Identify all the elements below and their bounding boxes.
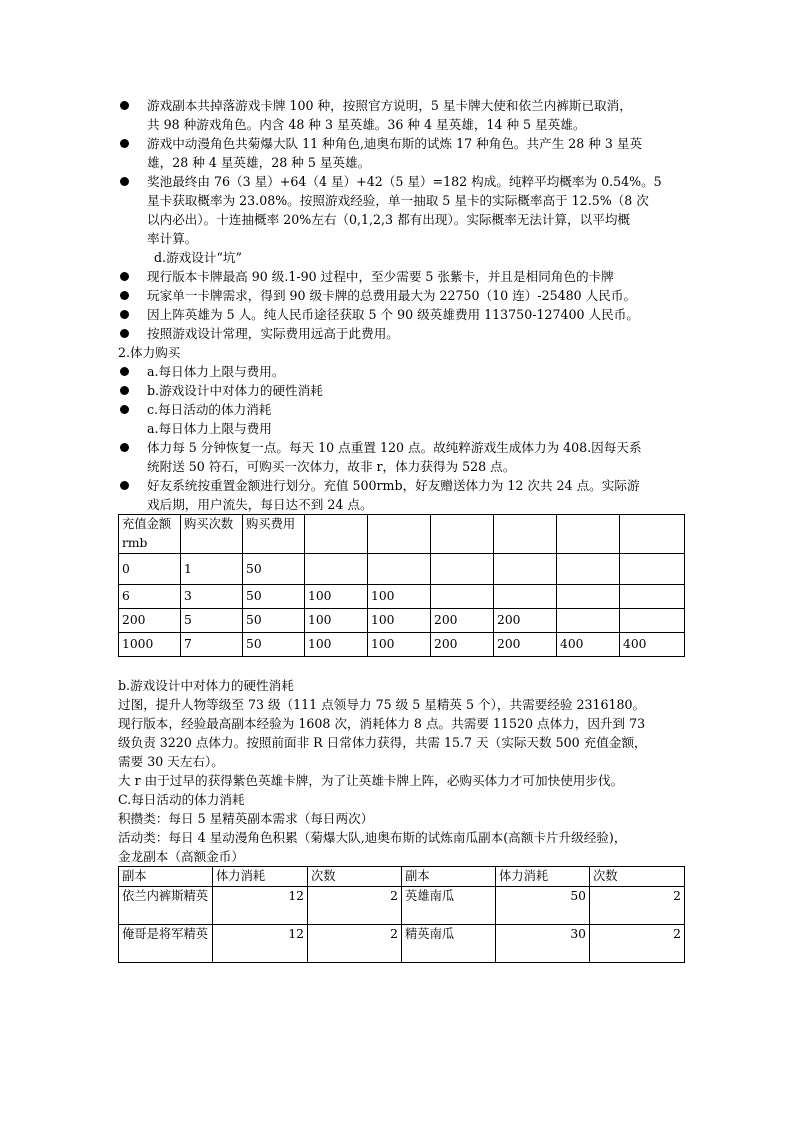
table-cell	[431, 585, 494, 609]
table-cell: 英雄南瓜	[402, 887, 496, 925]
para-c-line: 活动类：每日 4 星动漫角色积累（菊爆大队,迪奥布斯的试炼南瓜副本(高额卡片升级经验)，	[118, 830, 627, 845]
table-cell: 100	[305, 585, 368, 609]
table-cell: 100	[368, 633, 431, 657]
table-cell: 200	[494, 609, 557, 633]
table-cell	[494, 515, 557, 554]
bullet-icon	[120, 291, 129, 300]
table-row	[119, 609, 685, 633]
bullet-icon	[120, 386, 129, 395]
table-cell: 1	[181, 554, 243, 585]
bullet-a-recovery: 体力每 5 分钟恢复一点。每天 10 点重置 120 点。故纯粹游戏生成体力为 408.因每天系 统附送 50 符石，可购买一次体力，故非 r，体力获得为 528 点。	[118, 438, 684, 476]
bullet-2a: a.每日体力上限与费用。	[118, 362, 684, 381]
table-cell: 50	[243, 633, 305, 657]
heading-hard-consumption: b.游戏设计中对体力的硬性消耗	[118, 678, 294, 693]
table-cell: 体力消耗	[213, 867, 308, 887]
subheading-d: d.游戏设计“坑”	[154, 250, 242, 265]
bullet-icon	[120, 329, 129, 338]
table-cell: 体力消耗	[496, 867, 590, 887]
table-cell	[557, 609, 620, 633]
table-row	[119, 554, 685, 585]
bullet-2c: c.每日活动的体力消耗	[118, 400, 684, 419]
bullet-icon	[120, 139, 129, 148]
table-cell: 精英南瓜	[402, 925, 496, 963]
bullet-icon	[120, 405, 129, 414]
table-row	[119, 585, 685, 609]
table-cell: 200	[431, 633, 494, 657]
bullet-icon	[120, 177, 129, 186]
bullet-d-4: 按照游戏设计常理，实际费用远高于此费用。	[118, 324, 684, 343]
bullet-icon	[120, 443, 129, 452]
table-cell: 0	[119, 554, 181, 585]
table-cell: 100	[368, 585, 431, 609]
table-cell	[431, 515, 494, 554]
table-cell	[305, 554, 368, 585]
table-cell: 100	[368, 609, 431, 633]
table-cell	[620, 609, 685, 633]
table-cell: 次数	[308, 867, 402, 887]
heading-stamina-purchase: 2.体力购买	[118, 345, 181, 360]
bullet-anime-roles: 游戏中动漫角色共菊爆大队 11 种角色,迪奥布斯的试炼 17 种角色。共产生 28 种 3 星英 雄，28 种 4 星英雄，28 种 5 星英雄。	[118, 134, 684, 172]
table-cell: 100	[305, 633, 368, 657]
table-row	[119, 925, 685, 963]
table-cell	[368, 554, 431, 585]
table-cell: 12	[213, 925, 308, 963]
bullet-prize-pool: 奖池最终由 76（3 星）+64（4 星）+42（5 星）=182 构成。纯粹平均概率为 0.54%。5 星卡获取概率为 23.08%。按照游戏经验，单一抽取 5 星卡的实际概率高于 12.5%（8 次 以内必出）。十连抽概率 20%左右（0,1,2,3 都有出现）。实际概率无法计算，以平均概 率计算。	[118, 172, 684, 248]
table-cell: 6	[119, 585, 181, 609]
table-cell: 2	[308, 887, 402, 925]
para-b-line: 现行版本，经验最高副本经验为 1608 次，消耗体力 8 点。共需要 11520 点体力，因升到 73	[118, 716, 646, 731]
table-cell: 50	[243, 585, 305, 609]
table-cell	[557, 554, 620, 585]
table-header-row	[119, 515, 685, 554]
table-cell: 7	[181, 633, 243, 657]
table-cell: 50	[243, 609, 305, 633]
para-c-line: 金龙副本（高额金币）	[118, 849, 244, 864]
table-cell: 俺哥是将军精英	[119, 925, 213, 963]
table-cell: 次数	[590, 867, 685, 887]
table-cell	[494, 554, 557, 585]
table-cell: 1000	[119, 633, 181, 657]
table-cell: 30	[496, 925, 590, 963]
bullet-d-2: 玩家单一卡牌需求，得到 90 级卡牌的总费用最大为 22750（10 连）-25480 人民币。	[118, 286, 684, 305]
recharge-table	[118, 514, 685, 657]
table-cell: 100	[305, 609, 368, 633]
table-cell: 充值金额 rmb	[119, 515, 181, 554]
table-cell: 5	[181, 609, 243, 633]
subheading-a: a.每日体力上限与费用	[147, 421, 272, 436]
bullet-icon	[120, 367, 129, 376]
table-cell: 200	[494, 633, 557, 657]
bullet-icon	[120, 272, 129, 281]
table-cell	[620, 554, 685, 585]
heading-daily-activity: C.每日活动的体力消耗	[118, 792, 245, 807]
table-cell: 副本	[119, 867, 213, 887]
table-cell: 2	[590, 925, 685, 963]
table-cell: 3	[181, 585, 243, 609]
table-cell	[305, 515, 368, 554]
table-cell: 购买次数	[181, 515, 243, 554]
bullet-icon	[120, 101, 129, 110]
table-cell: 12	[213, 887, 308, 925]
table-cell: 副本	[402, 867, 496, 887]
para-b-line: 大 r 由于过早的获得紫色英雄卡牌，为了让英雄卡牌上阵，必购买体力才可加快使用步伐。	[118, 773, 624, 788]
table-row	[119, 887, 685, 925]
table-cell: 200	[431, 609, 494, 633]
table-cell	[557, 585, 620, 609]
table-header-row	[119, 867, 685, 887]
bullet-icon	[120, 310, 129, 319]
table-cell: 200	[119, 609, 181, 633]
table-cell: 50	[243, 554, 305, 585]
table-cell	[620, 585, 685, 609]
table-row	[119, 633, 685, 657]
table-cell: 50	[496, 887, 590, 925]
table-cell	[620, 515, 685, 554]
table-cell: 400	[620, 633, 685, 657]
para-b-line: 需要 30 天左右）。	[118, 754, 224, 769]
para-c-line: 积攒类：每日 5 星精英副本需求（每日两次）	[118, 811, 374, 826]
table-cell: 400	[557, 633, 620, 657]
para-b-line: 过图，提升人物等级至 73 级（111 点领导力 75 级 5 星精英 5 个），共需要经验 2316180。	[118, 697, 646, 712]
table-cell	[557, 515, 620, 554]
para-b-line: 级负责 3220 点体力。按照前面非 R 日常体力获得，共需 15.7 天（实际天数 500 充值金额，	[118, 735, 647, 750]
dungeon-table	[118, 866, 685, 963]
bullet-d-3: 因上阵英雄为 5 人。纯人民币途径获取 5 个 90 级英雄费用 113750-127400 人民币。	[118, 305, 684, 324]
table-cell	[368, 515, 431, 554]
table-cell: 依兰内裤斯精英	[119, 887, 213, 925]
table-cell: 购买费用	[243, 515, 305, 554]
table-cell: 2	[308, 925, 402, 963]
bullet-card-drops: 游戏副本共掉落游戏卡牌 100 种，按照官方说明，5 星卡牌大使和依兰内裤斯已取消， 共 98 种游戏角色。内含 48 种 3 星英雄。36 种 4 星英雄，14 种 5 星英雄。	[118, 96, 684, 134]
bullet-2b: b.游戏设计中对体力的硬性消耗	[118, 381, 684, 400]
table-cell	[494, 585, 557, 609]
bullet-d-1: 现行版本卡牌最高 90 级.1-90 过程中，至少需要 5 张紫卡，并且是相同角色的卡牌	[118, 267, 684, 286]
table-cell: 2	[590, 887, 685, 925]
document-page	[118, 96, 684, 963]
bullet-icon	[120, 481, 129, 490]
table-cell	[431, 554, 494, 585]
bullet-a-friends: 好友系统按重置金额进行划分。充值 500rmb，好友赠送体力为 12 次共 24 点。实际游 戏后期，用户流失，每日达不到 24 点。	[118, 476, 684, 514]
